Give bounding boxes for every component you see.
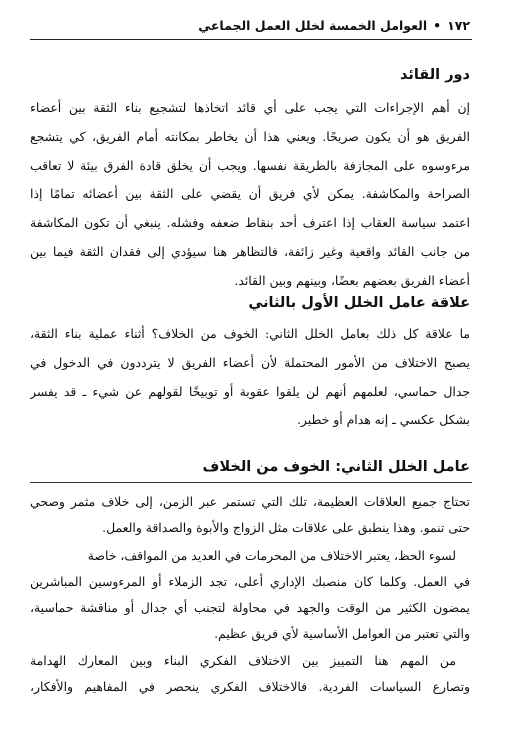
text-line: والتي تعتبر من العوامل الأساسية لأي فريق عظيم. — [214, 626, 470, 641]
paragraph-dysfunction-relation — [30, 320, 470, 435]
text-line: اعتمد سياسة العقاب إذا اعترف أحد بنقاط ضعفه وفشله. ينبغي أن تكون المكاشفة — [30, 215, 470, 231]
section-heading-rule — [30, 482, 472, 483]
text-line: أعضاء الفريق بعضهم بعضًا، وبينهم وبين القائد. — [234, 272, 470, 288]
text-line: لسوء الحظ، يعتبر الاختلاف من المحرمات في العديد من المواقف، خاصة — [87, 548, 456, 563]
page-number: ١٧٢ — [447, 18, 470, 33]
text-line: يمضون الكثير من الوقت والجهد في محاولة لتجنب أي جدال أو مناقشة حماسية، — [30, 600, 470, 615]
chapter-title: العوامل الخمسة لخلل العمل الجماعي — [198, 18, 428, 33]
text-line: جدال حماسي، لعلمهم أنهم لن يلقوا عقوبة أو توبيخًا لقولهم عن شيء ـ قد يفسر — [30, 383, 470, 399]
text-line: في العمل. وكلما كان منصبك الإداري أعلى، تجد الزملاء أو المرءوسين المباشرين — [30, 574, 470, 589]
header-bullet: • — [433, 18, 442, 33]
text-line: يصبح الاختلاف من الأمور المحتملة لأن أعضاء الفريق لا يترددون في الدخول في — [30, 354, 470, 370]
paragraph-great-relationships — [30, 489, 470, 541]
text-line: تحتاج جميع العلاقات العظيمة، تلك التي تستمر عبر الزمن، إلى خلاف مثمر وصحي — [30, 494, 470, 509]
text-line: حتى تنمو. وهذا ينطبق على علاقات مثل الزواج والأبوة والصداقة والعمل. — [102, 520, 470, 535]
section-heading-fear-of-conflict: عامل الخلل الثاني: الخوف من الخلاف — [202, 459, 470, 475]
section-heading-leader-role: دور القائد — [400, 67, 470, 83]
text-line: إن أهم الإجراءات التي يجب على أي قائد اتخاذها لتشجيع بناء الثقة بين أعضاء — [30, 100, 470, 115]
text-line: ما علاقة كل ذلك بعامل الخلل الثاني: الخوف من الخلاف؟ أثناء عملية بناء الثقة، — [30, 326, 470, 341]
header-rule — [30, 39, 472, 40]
paragraph-unfortunately — [30, 543, 470, 647]
section-heading-dysfunction-relation: علاقة عامل الخلل الأول بالثاني — [248, 295, 470, 311]
text-line: مرءوسوه على المجازفة بالطريقة نفسها. ويجب أن يخلق قادة الفرق بيئة لا تعاقب — [30, 157, 470, 173]
paragraph-distinction — [30, 648, 470, 700]
paragraph-leader-role — [30, 94, 470, 296]
text-line: من جانب القائد واقعية وغير زائفة، فالتظاهر هنا سيؤدي إلى فقدان الثقة فيما بين — [30, 243, 470, 259]
text-line: بشكل عكسي ـ إنه هدام أو خطير. — [296, 412, 470, 428]
text-line: الصراحة والمكاشفة. يمكن لأي فريق أن يقضي على الثقة بين أعضائه تمامًا إذا — [30, 186, 470, 202]
running-header — [36, 16, 470, 36]
text-line: وتصارع السياسات الفردية. فالاختلاف الفكري ينحصر في المفاهيم والأفكار، — [30, 679, 470, 694]
text-line: من المهم هنا التمييز بين الاختلاف الفكري البناء وبين المعارك الهدامة — [30, 653, 456, 668]
text-line: الفريق هو أن يكون صريحًا. ويعني هذا أن يخاطر بمكانته أمام الفريق، كي يتشجع — [30, 128, 470, 144]
